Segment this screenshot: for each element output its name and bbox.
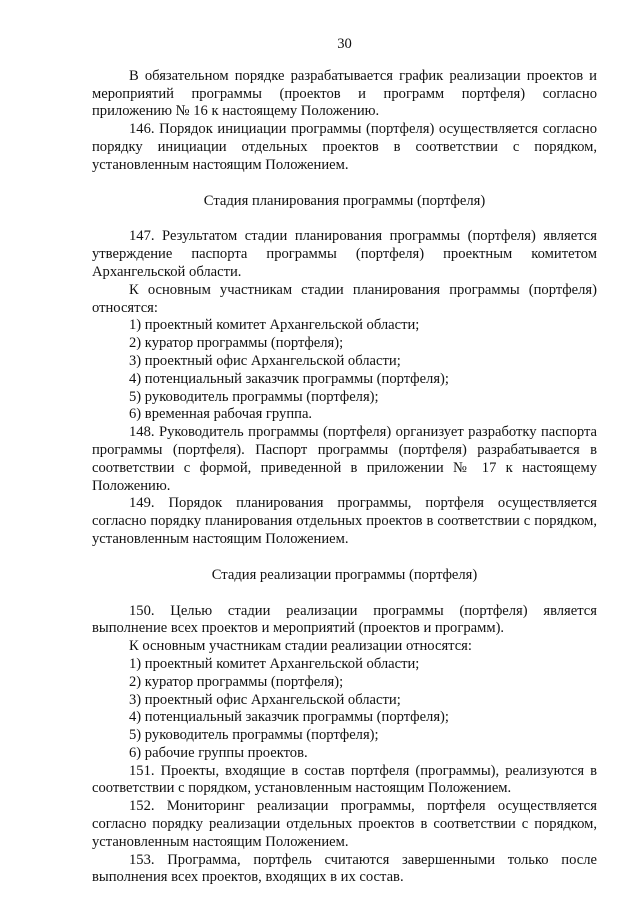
- list-item: 1) проектный комитет Архангельской области;: [129, 655, 420, 672]
- paragraph: 151. Проекты, входящие в состав портфеля (программы), реализуются в соответствии с порядком, установленным настоящим Положением.: [92, 762, 597, 797]
- paragraph: К основным участникам стадии реализации относятся:: [129, 638, 472, 655]
- section-heading: Стадия реализации программы (портфеля): [211, 566, 478, 583]
- list-item: 1) проектный комитет Архангельской области;: [129, 317, 420, 334]
- paragraph: 152. Мониторинг реализации программы, портфеля осуществляется согласно порядку реализации отдельных проектов в соответствии с порядком, установленным настоящим Положением.: [92, 798, 597, 850]
- section-heading: Стадия планирования программы (портфеля): [203, 192, 486, 209]
- paragraph: 150. Целью стадии реализации программы (портфеля) является выполнение всех проектов и мероприятий (проектов и программ).: [92, 602, 597, 637]
- paragraph: К основным участникам стадии планирования программы (портфеля) относятся:: [92, 281, 597, 316]
- paragraph: 153. Программа, портфель считаются завершенными только после выполнения всех проектов, входящих в их состав.: [92, 851, 597, 886]
- list-item: 3) проектный офис Архангельской области;: [129, 352, 401, 369]
- list-item: 2) куратор программы (портфеля);: [129, 335, 344, 352]
- list-item: 2) куратор программы (портфеля);: [129, 673, 344, 690]
- document-body: [92, 68, 597, 887]
- paragraph: 147. Результатом стадии планирования программы (портфеля) является утверждение паспорта программы (портфеля) проектным комитетом Архангельской области.: [92, 228, 597, 280]
- list-item: 6) рабочие группы проектов.: [129, 744, 308, 761]
- list-item: 3) проектный офис Архангельской области;: [129, 691, 401, 708]
- paragraph: 149. Порядок планирования программы, портфеля осуществляется согласно порядку планирования отдельных проектов в соответствии с порядком, установленным настоящим Положением.: [92, 495, 597, 547]
- page-number: 30: [337, 36, 352, 52]
- list-item: 4) потенциальный заказчик программы (портфеля);: [129, 370, 449, 387]
- list-item: 5) руководитель программы (портфеля);: [129, 388, 379, 405]
- list-item: 5) руководитель программы (портфеля);: [129, 727, 379, 744]
- list-item: 6) временная рабочая группа.: [129, 406, 313, 423]
- list-item: 4) потенциальный заказчик программы (портфеля);: [129, 709, 449, 726]
- paragraph: 148. Руководитель программы (портфеля) организует разработку паспорта программы (портфеля). Паспорт программы (портфеля) разрабатывается в соответствии с формой, приведенной в приложении № 17 к настоящему Положению.: [92, 424, 597, 494]
- paragraph: В обязательном порядке разрабатывается график реализации проектов и мероприятий программы (проектов и программ портфеля) согласно приложению № 16 к настоящему Положению.: [92, 67, 597, 120]
- paragraph: 146. Порядок инициации программы (портфеля) осуществляется согласно порядку инициации отдельных проектов в соответствии с порядком, установленным настоящим Положением.: [92, 121, 597, 173]
